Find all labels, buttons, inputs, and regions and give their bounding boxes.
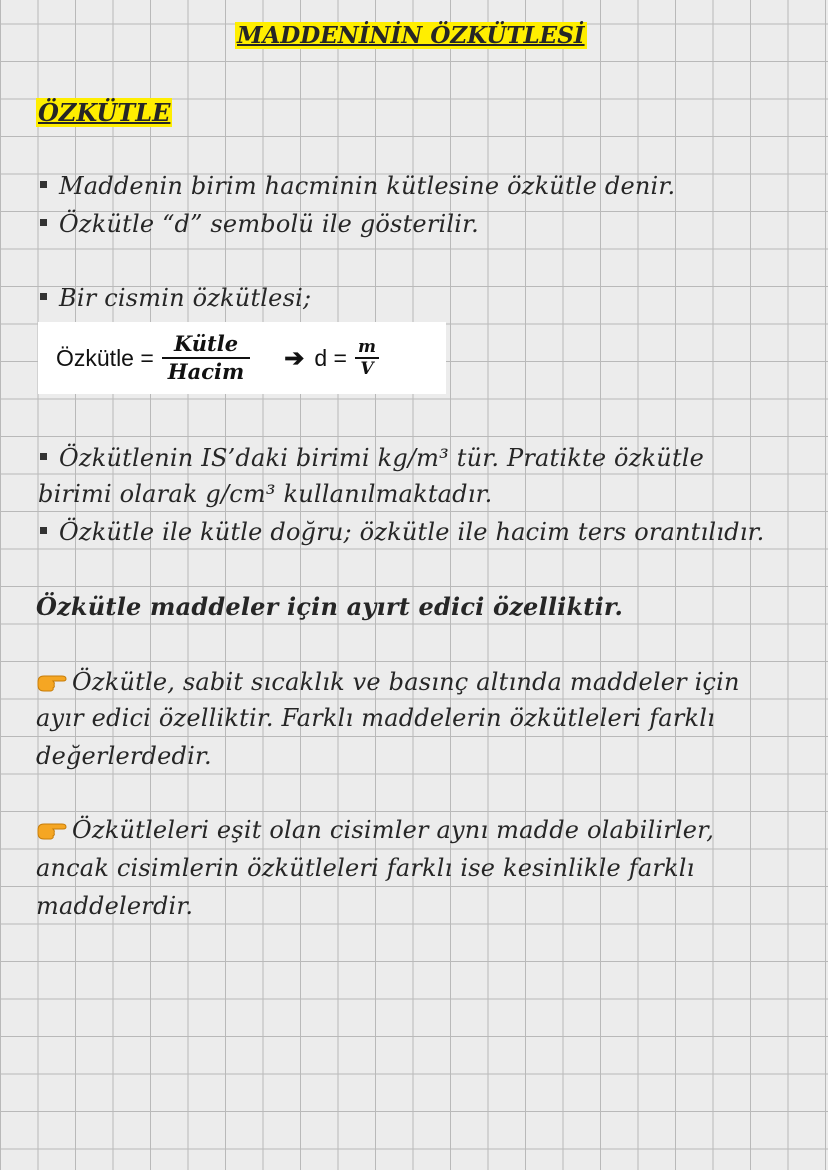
note-1-line-1	[36, 668, 740, 697]
bullet-definition	[40, 172, 675, 200]
square-bullet-icon	[40, 181, 47, 188]
pointing-hand-icon	[36, 668, 68, 694]
bullet-text: Özkütle “d” sembolü ile gösterilir.	[59, 210, 479, 238]
note-1-line-3: değerlerdedir.	[36, 742, 212, 770]
note-text: Özkütle, sabit sıcaklık ve basınç altında maddeler için	[72, 668, 740, 696]
fraction-numerator: Kütle	[173, 331, 239, 356]
square-bullet-icon	[40, 219, 47, 226]
arrow-right-icon: ➔	[284, 344, 305, 372]
note-2-line-1	[36, 816, 714, 845]
formula-label: Özkütle =	[56, 344, 154, 371]
bullet-proportion	[40, 518, 764, 546]
bullet-formula-intro	[40, 284, 311, 312]
pointing-hand-icon	[36, 816, 68, 842]
square-bullet-icon	[40, 527, 47, 534]
bullet-si-unit-cont: birimi olarak g/cm³ kullanılmaktadır.	[38, 480, 493, 508]
bullet-text: Özkütlenin IS’daki birimi kg/m³ tür. Pratikte özkütle	[59, 444, 705, 472]
bullet-symbol	[40, 210, 479, 238]
bullet-text: Bir cismin özkütlesi;	[59, 284, 312, 312]
d-label: d =	[314, 344, 347, 371]
square-bullet-icon	[40, 293, 47, 300]
density-fraction	[162, 331, 250, 385]
fraction-denominator: Hacim	[167, 359, 245, 384]
bullet-text: Maddenin birim hacminin kütlesine özkütle denir.	[59, 172, 676, 200]
formula-box	[38, 322, 446, 394]
page-title: MADDENİNİN ÖZKÜTLESİ	[237, 22, 585, 49]
key-statement: Özkütle maddeler için ayırt edici özelliktir.	[36, 592, 624, 621]
note-text: Özkütleleri eşit olan cisimler aynı madde olabilirler,	[72, 816, 715, 844]
d-fraction	[355, 337, 379, 379]
note-2-line-2: ancak cisimlerin özkütleleri farklı ise kesinlikle farklı	[36, 854, 695, 882]
note-2-line-3: maddelerdir.	[36, 892, 194, 920]
bullet-text: Özkütle ile kütle doğru; özkütle ile hacim ters orantılıdır.	[59, 518, 765, 546]
square-bullet-icon	[40, 453, 47, 460]
fraction-numerator: m	[357, 337, 376, 357]
fraction-denominator: V	[360, 359, 374, 379]
bullet-si-unit	[40, 444, 704, 472]
section-heading: ÖZKÜTLE	[38, 98, 171, 127]
note-1-line-2: ayır edici özelliktir. Farklı maddelerin özkütleleri farklı	[36, 704, 715, 732]
